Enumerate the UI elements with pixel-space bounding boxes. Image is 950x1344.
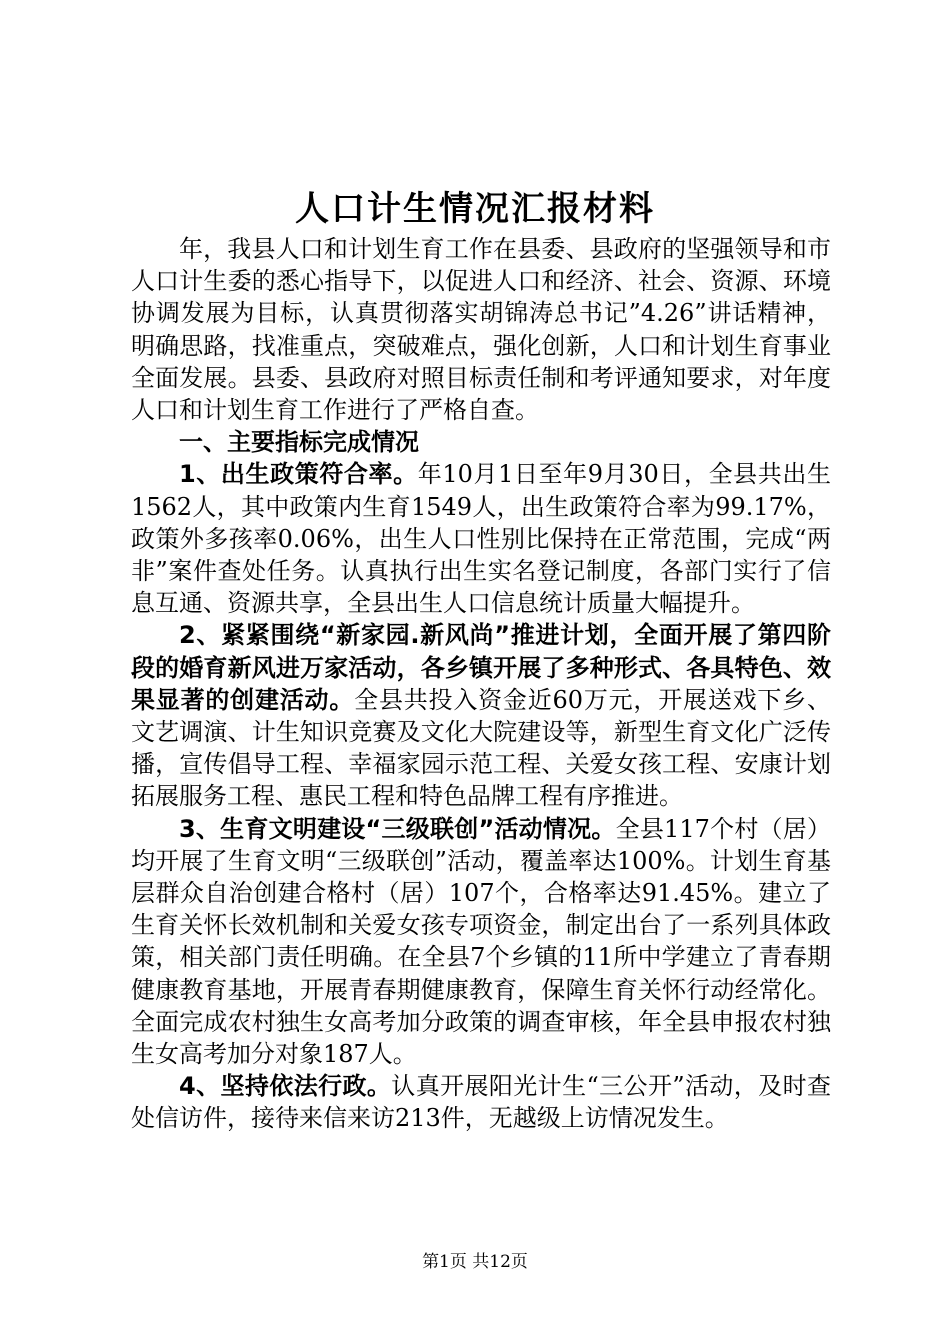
document-body <box>131 233 831 1135</box>
list-item <box>131 1070 831 1134</box>
item-lead: 2、紧紧围绕“新家园.新风尚”推进计划，全面开展了第四阶段的婚育新风进万家活动，各乡镇开展了多种形式、各具特色、效果显著的创建活动。 <box>131 621 831 714</box>
item-lead: 4、坚持依法行政。 <box>179 1072 392 1101</box>
list-item <box>131 619 831 812</box>
section-heading: 一、主要指标完成情况 <box>179 428 419 457</box>
item-text: 年10月1日至年9月30日，全县共出生1562人，其中政策内生育1549人，出生政策符合率为99.17%，政策外多孩率0.06%，出生人口性别比保持在正常范围，完成“两非”案件查处任务。认真执行出生实名登记制度，各部门实行了信息互通、资源共享，全县出生人口信息统计质量大幅提升。 <box>131 460 831 618</box>
item-lead: 1、出生政策符合率。 <box>179 460 418 489</box>
list-item <box>131 458 831 619</box>
item-text: 认真开展阳光计生“三公开”活动，及时查处信访件，接待来信来访213件，无越级上访情况发生。 <box>131 1072 832 1133</box>
item-lead: 3、生育文明建设“三级联创”活动情况。 <box>179 814 616 843</box>
item-text: 全县117个村（居）均开展了生育文明“三级联创”活动，覆盖率达100%。计划生育基层群众自治创建合格村（居）107个，合格率达91.45%。建立了生育关怀长效机制和关爱女孩专项资金，制定出台了一系列具体政策，相关部门责任明确。在全县7个乡镇的11所中学建立了青春期健康教育基地，开展青春期健康教育，保障生育关怀行动经常化。全面完成农村独生女高考加分政策的调查审核，年全县申报农村独生女高考加分对象187人。 <box>131 814 832 1069</box>
document-title: 人口计生情况汇报材料 <box>295 189 655 229</box>
item-text: 全县共投入资金近60万元，开展送戏下乡、文艺调演、计生知识竞赛及文化大院建设等，新型生育文化广泛传播，宣传倡导工程、幸福家园示范工程、关爱女孩工程、安康计划拓展服务工程、惠民工程和特色品牌工程有序推进。 <box>131 685 831 811</box>
page-number-footer: 第1页 共12页 <box>422 1252 528 1272</box>
intro-paragraph: 年，我县人口和计划生育工作在县委、县政府的坚强领导和市人口计生委的悉心指导下，以促进人口和经济、社会、资源、环境协调发展为目标，认真贯彻落实胡锦涛总书记”4.26”讲话精神，明确思路，找准重点，突破难点，强化创新，人口和计划生育事业全面发展。县委、县政府对照目标责任制和考评通知要求，对年度人口和计划生育工作进行了严格自查。 <box>131 235 831 425</box>
list-item <box>131 813 831 1071</box>
